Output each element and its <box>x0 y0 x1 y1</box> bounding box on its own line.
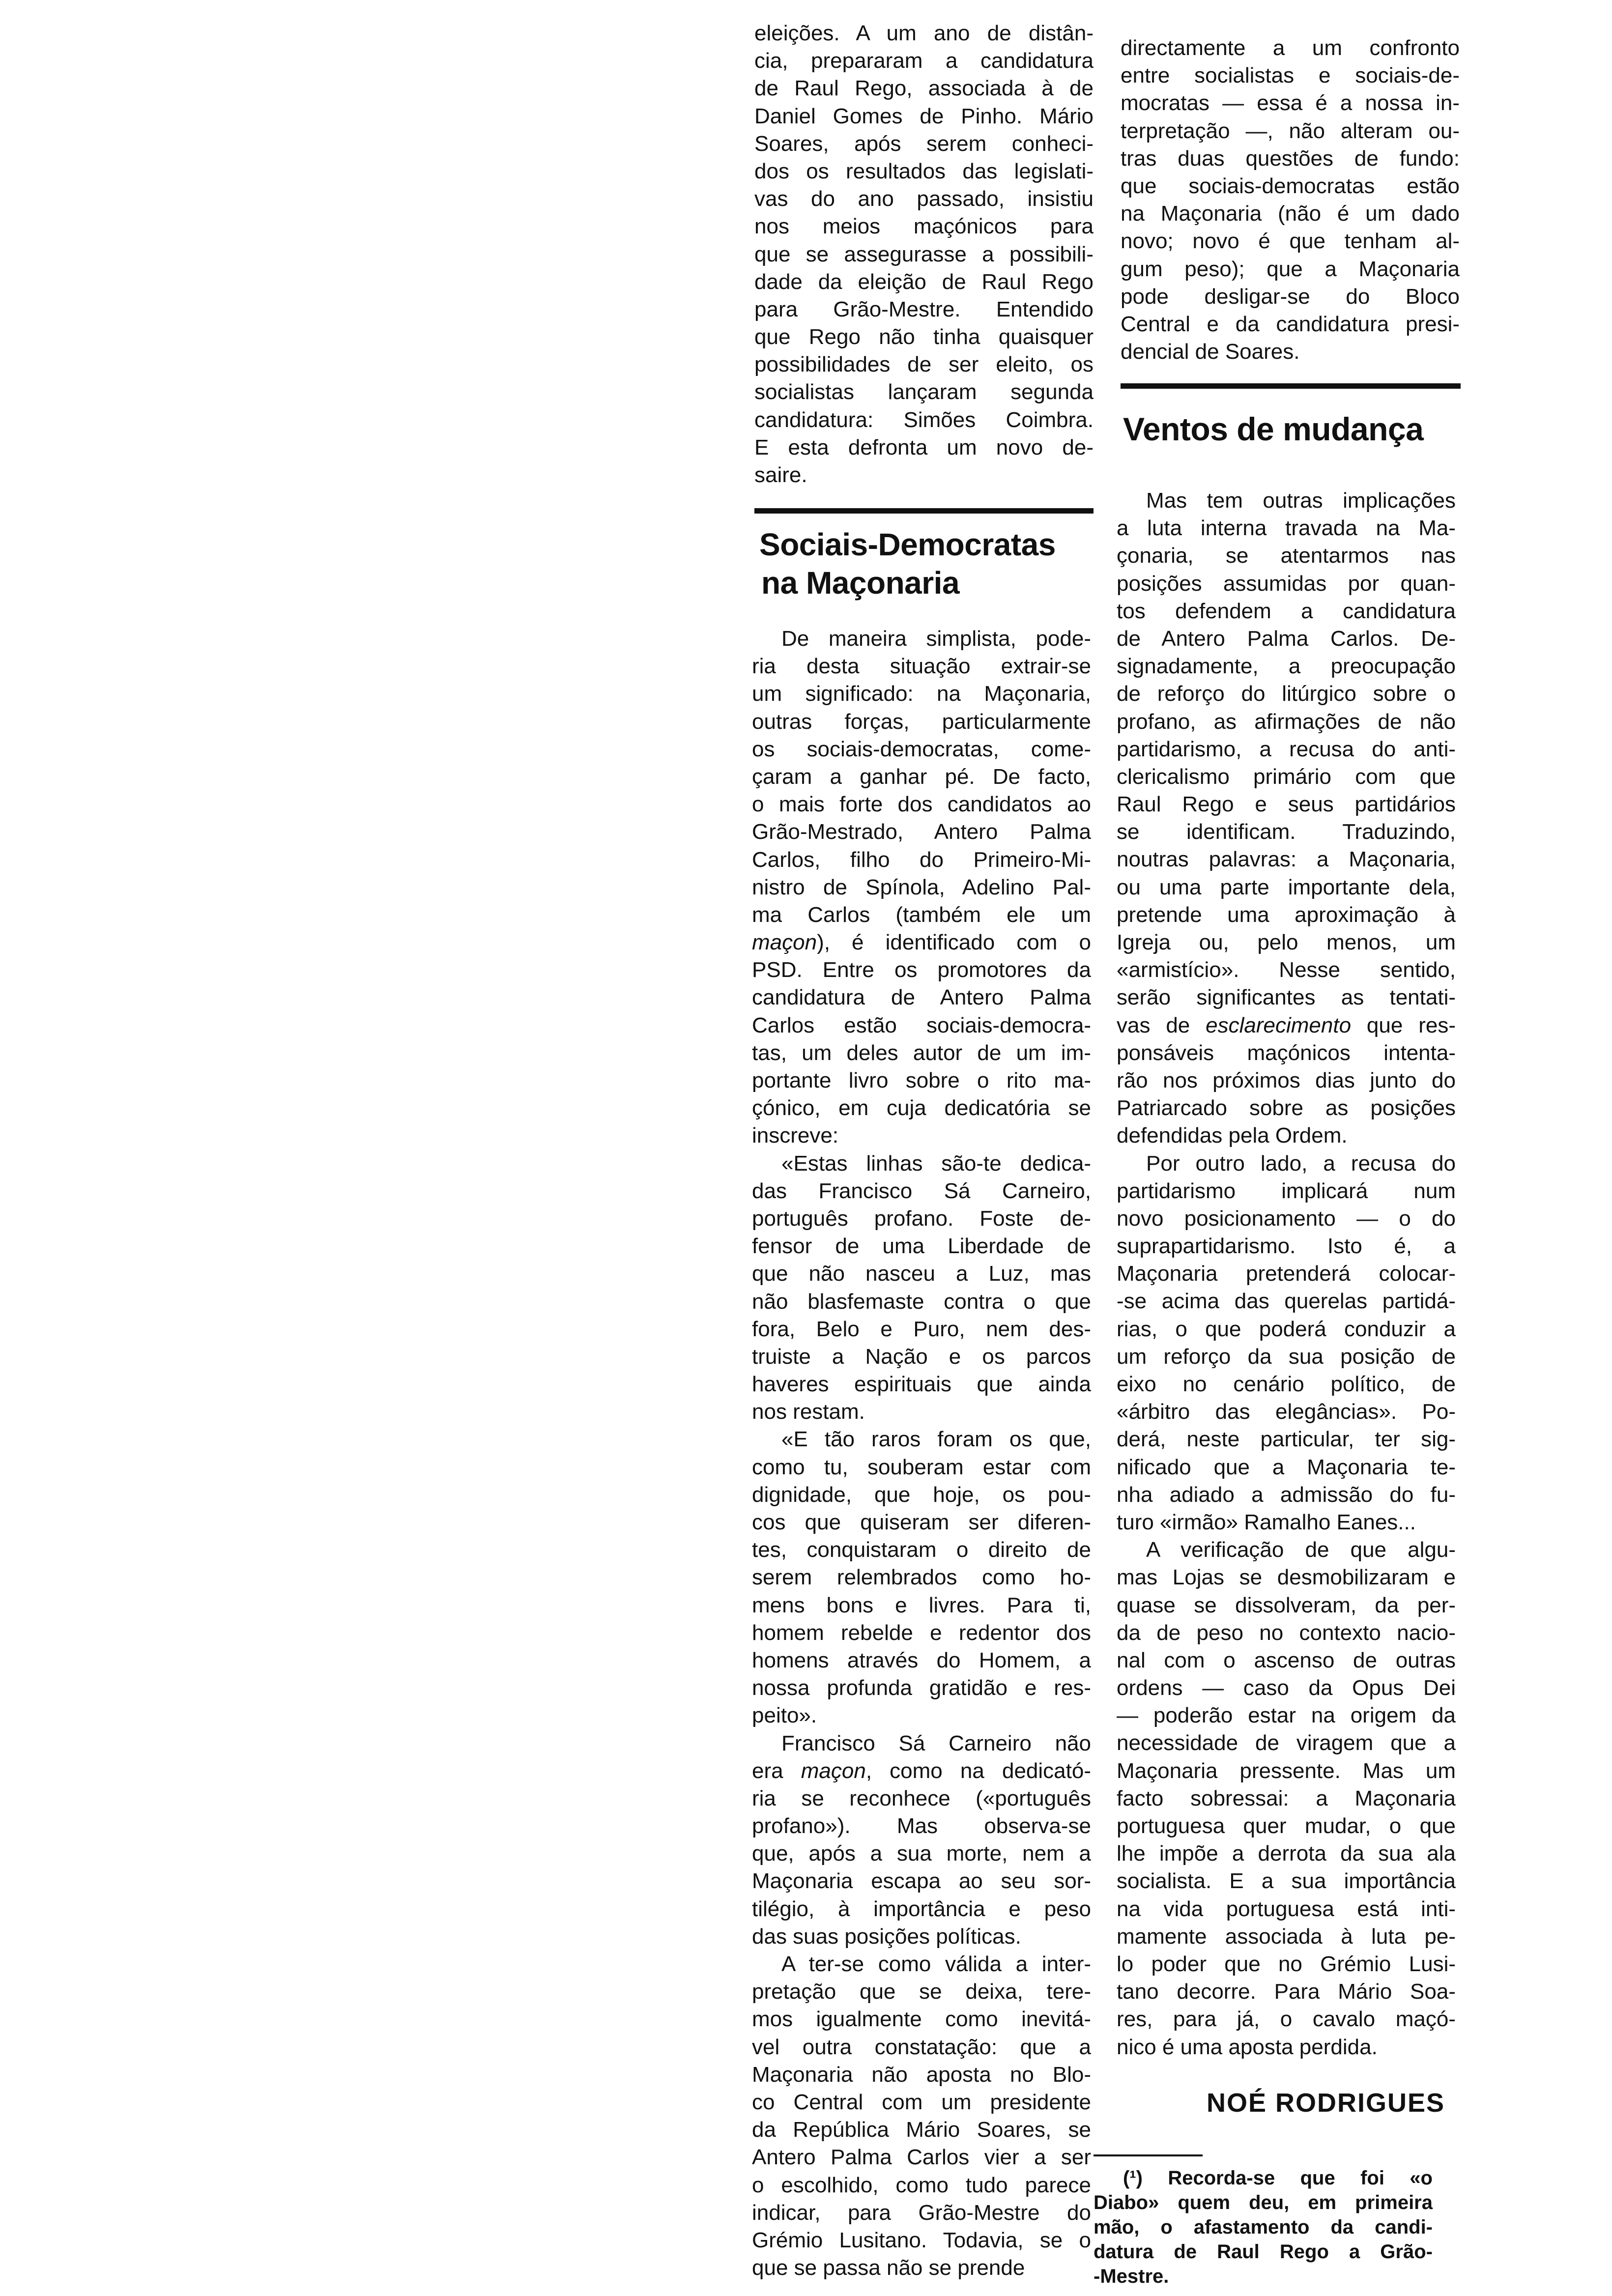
text-segment: , como na dedicató- <box>865 1758 1091 1783</box>
text-line: nos meios maçónicos para <box>754 214 1094 239</box>
text-line: A ter-se como válida a inter- <box>781 1952 1091 1976</box>
text-line: que se passa não se prende <box>752 2256 1025 2280</box>
text-line: turo «irmão» Ramalho Eanes... <box>1117 1510 1416 1534</box>
text-segment: que res- <box>1351 1013 1456 1037</box>
text-line: De maneira simplista, pode- <box>781 627 1091 651</box>
text-line: rias, o que poderá conduzir a <box>1117 1317 1456 1341</box>
text-line: truiste a Nação e os parcos <box>752 1344 1091 1369</box>
text-line: socialista. E a sua importância <box>1117 1869 1456 1894</box>
text-line: mão, o afastamento da candi- <box>1094 2216 1433 2238</box>
text-line: partidarismo, a recusa do anti- <box>1117 737 1456 761</box>
text-line: candidatura: Simões Coimbra. <box>754 407 1094 432</box>
text-line: Carlos, filho do Primeiro-Mi- <box>752 847 1091 872</box>
section-heading-ventos-de-mudanca: Ventos de mudança <box>1123 411 1424 447</box>
text-line: fora, Belo e Puro, nem des- <box>752 1317 1091 1341</box>
text-line: necessidade de viragem que a <box>1117 1731 1456 1755</box>
text-line: dos os resultados das legislati- <box>754 159 1094 183</box>
text-line: o escolhido, como tudo parece <box>752 2173 1091 2197</box>
text-line: defendidas pela Ordem. <box>1117 1123 1348 1148</box>
text-line: socialistas lançaram segunda <box>754 380 1094 404</box>
text-line: clericalismo primário com que <box>1117 764 1456 789</box>
text-line: dade da eleição de Raul Rego <box>754 269 1094 294</box>
text-line: homens através do Homem, a <box>752 1648 1091 1672</box>
text-line: gum peso); que a Maçonaria <box>1121 257 1460 281</box>
text-line: nos restam. <box>752 1400 865 1424</box>
text-line: tano decorre. Para Mário Soa- <box>1117 1980 1456 2004</box>
text-line: Carlos estão sociais-democra- <box>752 1013 1091 1037</box>
text-line: Patriarcado sobre as posições <box>1117 1096 1456 1120</box>
text-line: se identificam. Traduzindo, <box>1117 820 1456 844</box>
italic-text: esclarecimento <box>1206 1013 1352 1037</box>
text-line: fensor de uma Liberdade de <box>752 1234 1091 1259</box>
text-line: ordens — caso da Opus Dei <box>1117 1676 1456 1700</box>
text-segment: vas de <box>1117 1013 1206 1037</box>
text-line: ou uma parte importante dela, <box>1117 875 1456 899</box>
text-line: a luta interna travada na Ma- <box>1117 516 1456 541</box>
text-line: Antero Palma Carlos vier a ser <box>752 2145 1091 2170</box>
text-line: çaram a ganhar pé. De facto, <box>752 764 1091 789</box>
text-line: Igreja ou, pelo menos, um <box>1117 930 1456 954</box>
text-line: que não nasceu a Luz, mas <box>752 1262 1091 1286</box>
text-line: signadamente, a preocupação <box>1117 654 1456 679</box>
text-line: outras forças, particularmente <box>752 709 1091 734</box>
text-line: facto sobressai: a Maçonaria <box>1117 1786 1456 1810</box>
text-line: novo posicionamento — o do <box>1117 1206 1456 1231</box>
text-line: Central e da candidatura presi- <box>1121 312 1460 336</box>
text-line: portuguesa quer mudar, o que <box>1117 1814 1456 1838</box>
text-line: A verificação de que algu- <box>1146 1538 1456 1562</box>
text-line: res, para já, o cavalo maçó- <box>1117 2007 1456 2032</box>
text-line: nificado que a Maçonaria te- <box>1117 1455 1456 1479</box>
text-line: vel outra constatação: que a <box>752 2035 1091 2059</box>
section-divider <box>1121 383 1461 389</box>
text-line: Mas tem outras implicações <box>1146 488 1456 513</box>
text-line: de Antero Palma Carlos. De- <box>1117 626 1456 651</box>
text-line: de Raul Rego, associada à de <box>754 76 1094 101</box>
text-line: datura de Raul Rego a Grão- <box>1094 2241 1433 2263</box>
text-line: PSD. Entre os promotores da <box>752 958 1091 982</box>
text-line: ma Carlos (também ele um <box>752 902 1091 927</box>
text-line: Maçonaria pretenderá colocar- <box>1117 1262 1456 1286</box>
text-line: para Grão-Mestre. Entendido <box>754 297 1094 321</box>
text-line: lhe impõe a derrota da sua ala <box>1117 1841 1456 1866</box>
text-line: mamente associada à luta pe- <box>1117 1924 1456 1949</box>
text-line <box>752 929 1091 956</box>
left-column-body-text <box>752 625 1091 2282</box>
text-line: entre socialistas e sociais-de- <box>1121 63 1460 88</box>
footnote <box>1094 2166 1433 2289</box>
right-column-top-text <box>1121 34 1460 366</box>
text-line: de reforço do litúrgico sobre o <box>1117 682 1456 706</box>
text-line: homem rebelde e redentor dos <box>752 1620 1091 1645</box>
text-line: das Francisco Sá Carneiro, <box>752 1178 1091 1203</box>
text-line: Grémio Lusitano. Todavia, se o <box>752 2228 1091 2252</box>
text-line: Grão-Mestrado, Antero Palma <box>752 820 1091 844</box>
text-line: portante livro sobre o rito ma- <box>752 1068 1091 1092</box>
section-heading-sociais-democratas <box>759 525 1056 602</box>
text-line: pode desligar-se do Bloco <box>1121 284 1460 309</box>
text-line: nossa profunda gratidão e res- <box>752 1676 1091 1700</box>
text-line: nal com o ascenso de outras <box>1117 1648 1456 1672</box>
text-line: que, após a sua morte, nem a <box>752 1841 1091 1866</box>
author-byline: NOÉ RODRIGUES <box>1207 2088 1445 2118</box>
text-line: mas Lojas se desmobilizaram e <box>1117 1565 1456 1590</box>
text-line: pretende uma aproximação à <box>1117 902 1456 927</box>
text-line: ria se reconhece («português <box>752 1786 1091 1810</box>
text-line: partidarismo implicará num <box>1117 1178 1456 1203</box>
text-line: — poderão estar na origem da <box>1117 1703 1456 1728</box>
text-line: suprapartidarismo. Isto é, a <box>1117 1234 1456 1259</box>
text-line: «Estas linhas são-te dedica- <box>781 1151 1091 1176</box>
text-line: saire. <box>754 463 807 487</box>
italic-text: maçon <box>752 930 817 955</box>
text-line: das suas posições políticas. <box>752 1924 1021 1949</box>
text-line: candidatura de Antero Palma <box>752 985 1091 1010</box>
text-line: -se acima das querelas partidá- <box>1117 1289 1456 1314</box>
text-line: que Rego não tinha quaisquer <box>754 325 1094 349</box>
text-line: Maçonaria pressente. Mas um <box>1117 1758 1456 1783</box>
text-line: pretação que se deixa, tere- <box>752 1980 1091 2004</box>
text-line: na vida portuguesa está inti- <box>1117 1896 1456 1921</box>
text-line: co Central com um presidente <box>752 2090 1091 2114</box>
text-line: «armistício». Nesse sentido, <box>1117 958 1456 982</box>
text-line: tos defendem a candidatura <box>1117 599 1456 623</box>
text-line: vas do ano passado, insistiu <box>754 187 1094 211</box>
heading-line: na Maçonaria <box>761 565 960 601</box>
text-line: «árbitro das elegâncias». Po- <box>1117 1400 1456 1424</box>
text-line: Maçonaria escapa ao seu sor- <box>752 1869 1091 1894</box>
text-segment: era <box>752 1758 801 1783</box>
text-line: lo poder que no Grémio Lusi- <box>1117 1952 1456 1976</box>
text-line: tas, um deles autor de um im- <box>752 1040 1091 1065</box>
text-line: profano»). Mas observa-se <box>752 1814 1091 1838</box>
text-line: posições assumidas por quan- <box>1117 571 1456 596</box>
text-line: novo; novo é que tenham al- <box>1121 229 1460 254</box>
text-line: tras duas questões de fundo: <box>1121 146 1460 171</box>
text-line: nico é uma aposta perdida. <box>1117 2035 1378 2059</box>
text-line: Francisco Sá Carneiro não <box>781 1731 1091 1755</box>
text-line <box>752 1757 1091 1785</box>
text-line: mos igualmente como inevitá- <box>752 2007 1091 2032</box>
text-line: que se assegurasse a possibili- <box>754 242 1094 266</box>
text-line: Soares, após serem conheci- <box>754 131 1094 156</box>
text-line: tes, conquistaram o direito de <box>752 1538 1091 1562</box>
text-line: rão nos próximos dias junto do <box>1117 1068 1456 1092</box>
text-line: dencial de Soares. <box>1121 340 1300 364</box>
text-line: E esta defronta um novo de- <box>754 435 1094 459</box>
text-line: (¹) Recorda-se que foi «o <box>1123 2167 1433 2189</box>
text-line: ria desta situação extrair-se <box>752 654 1091 679</box>
text-line: eixo no cenário político, de <box>1117 1372 1456 1396</box>
text-line: tilégio, à importância e peso <box>752 1896 1091 1921</box>
text-line: eleições. A um ano de distân- <box>754 21 1094 45</box>
text-line: indicar, para Grão-Mestre do <box>752 2200 1091 2225</box>
text-line: -Mestre. <box>1094 2266 1169 2287</box>
section-divider <box>754 508 1094 514</box>
text-line: serem relembrados como ho- <box>752 1565 1091 1590</box>
text-line: dignidade, que hoje, os pou- <box>752 1482 1091 1507</box>
text-line: da de peso no contexto nacio- <box>1117 1620 1456 1645</box>
footnote-divider <box>1094 2154 1203 2156</box>
text-line: português profano. Foste de- <box>752 1206 1091 1231</box>
text-line: não blasfemaste contra o que <box>752 1289 1091 1314</box>
text-line: mocratas — essa é a nossa in- <box>1121 91 1460 115</box>
text-line: o mais forte dos candidatos ao <box>752 792 1091 817</box>
text-line: na Maçonaria (não é um dado <box>1121 201 1460 226</box>
text-line: çónico, em cuja dedicatória se <box>752 1096 1091 1120</box>
text-line: Daniel Gomes de Pinho. Mário <box>754 104 1094 128</box>
text-line: Por outro lado, a recusa do <box>1146 1151 1456 1176</box>
text-line <box>1117 1012 1456 1039</box>
text-line: noutras palavras: a Maçonaria, <box>1117 847 1456 872</box>
text-line: que sociais-democratas estão <box>1121 173 1460 198</box>
text-segment: ), é identificado com o <box>817 930 1091 955</box>
text-line: nistro de Spínola, Adelino Pal- <box>752 875 1091 899</box>
italic-text: maçon <box>801 1758 866 1783</box>
text-line: cia, prepararam a candidatura <box>754 49 1094 73</box>
text-line: directamente a um confronto <box>1121 36 1460 60</box>
text-line: Diabo» quem deu, em primeira <box>1094 2192 1433 2213</box>
text-line: derá, neste particular, ter sig- <box>1117 1427 1456 1452</box>
text-line: nha adiado a admissão do fu- <box>1117 1482 1456 1507</box>
text-line: peito». <box>752 1703 817 1728</box>
right-column-body-text <box>1117 487 1456 2061</box>
text-line: Raul Rego e seus partidários <box>1117 792 1456 817</box>
text-line: haveres espirituais que ainda <box>752 1372 1091 1397</box>
text-line: mens bons e livres. Para ti, <box>752 1593 1091 1617</box>
text-line: quase se dissolveram, da per- <box>1117 1593 1456 1617</box>
text-line: um reforço da sua posição de <box>1117 1344 1456 1369</box>
text-line: um significado: na Maçonaria, <box>752 682 1091 706</box>
text-line: cos que quiseram ser diferen- <box>752 1510 1091 1534</box>
left-column-top-text <box>754 20 1094 489</box>
text-line: os sociais-democratas, come- <box>752 737 1091 761</box>
text-line: ponsáveis maçónicos intenta- <box>1117 1040 1456 1065</box>
text-line: terpretação —, não alteram ou- <box>1121 118 1460 143</box>
text-line: Maçonaria não aposta no Blo- <box>752 2062 1091 2087</box>
heading-line: Sociais-Democratas <box>759 527 1056 562</box>
text-line: como tu, souberam estar com <box>752 1455 1091 1479</box>
text-line: profano, as afirmações de não <box>1117 709 1456 734</box>
text-line: çonaria, se atentarmos nas <box>1117 544 1456 568</box>
text-line: da República Mário Soares, se <box>752 2118 1091 2142</box>
text-line: inscreve: <box>752 1123 839 1148</box>
text-line: «E tão raros foram os que, <box>781 1427 1091 1452</box>
text-line: possibilidades de ser eleito, os <box>754 352 1094 377</box>
text-line: serão significantes as tentati- <box>1117 985 1456 1010</box>
